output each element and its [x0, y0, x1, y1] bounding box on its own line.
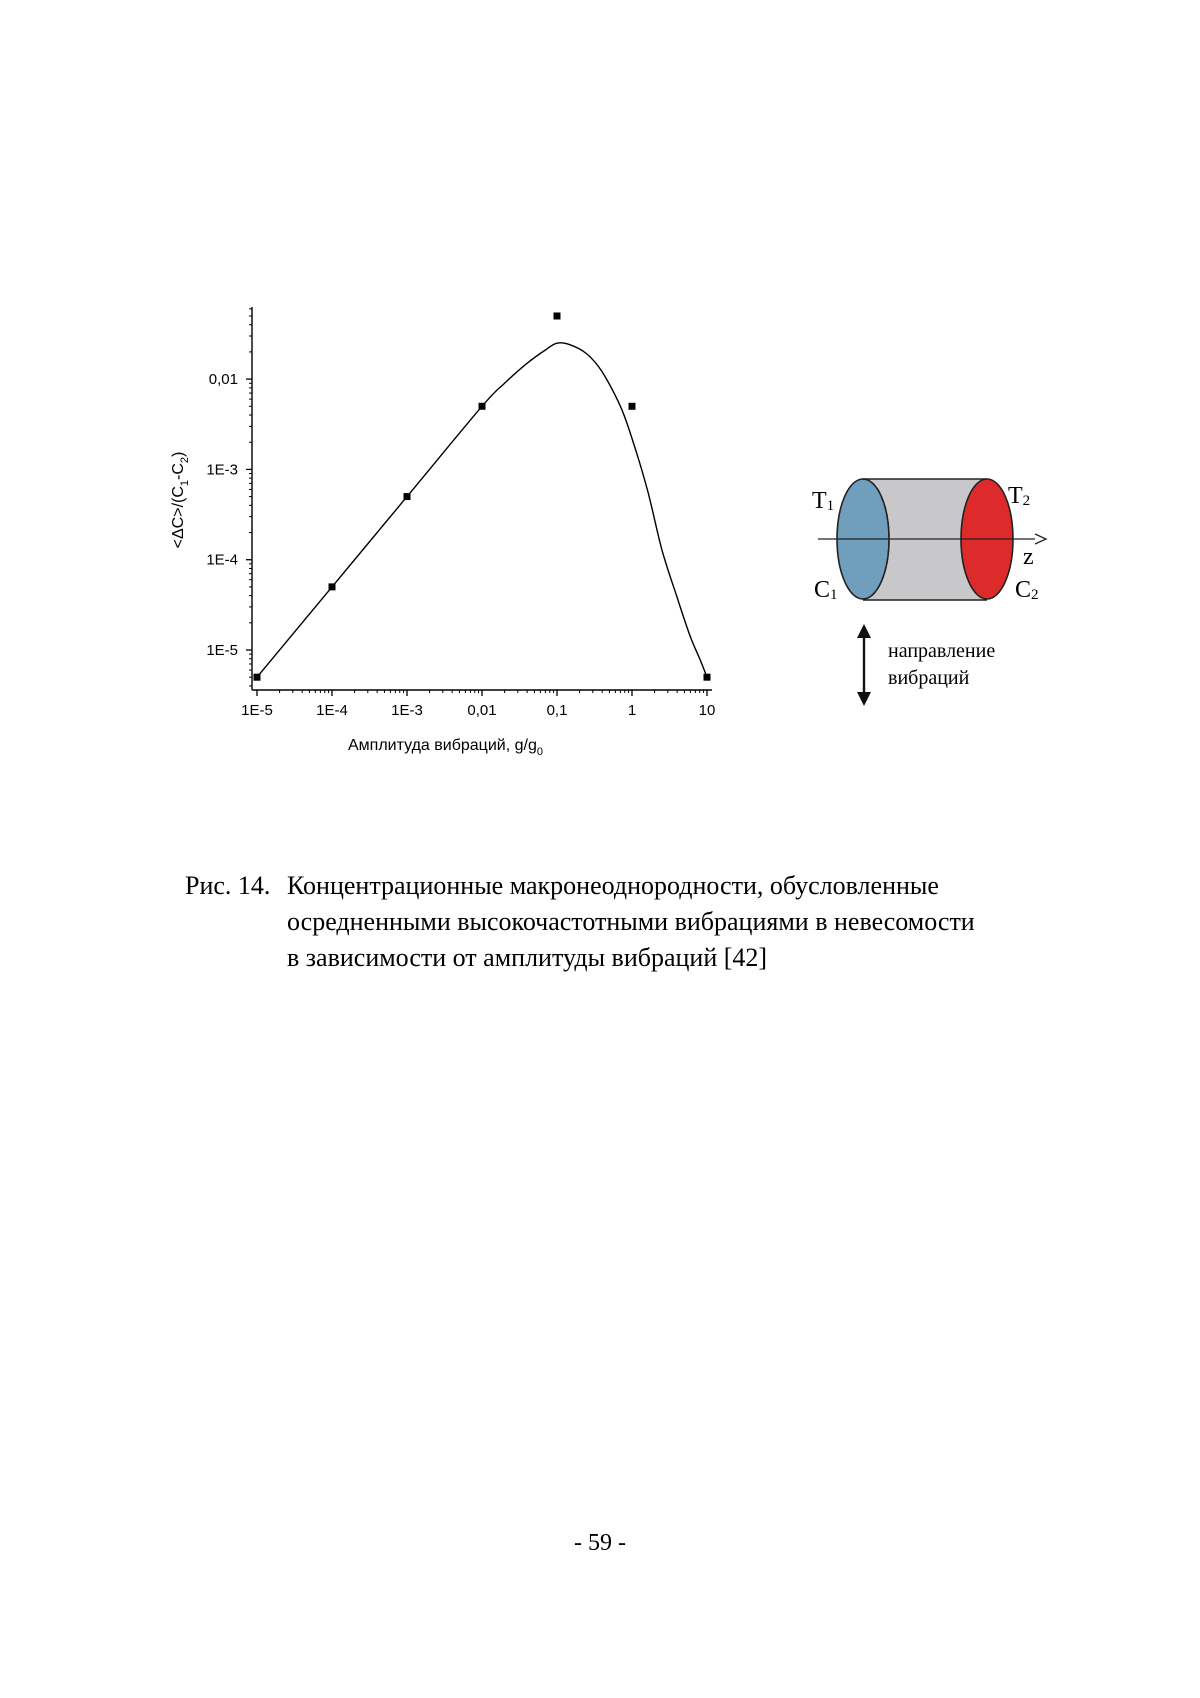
cylinder-diagram	[812, 479, 1046, 706]
t2-label: T2	[1008, 483, 1031, 509]
x-tick-label-1: 1E-4	[316, 702, 348, 719]
data-point-6	[704, 674, 711, 681]
x-tick-label-0: 1E-5	[241, 702, 273, 719]
x-axis-title: Амплитуда вибраций, $g/g_0$	[348, 737, 543, 758]
y-tick-label-2: 1E-3	[206, 461, 238, 479]
z-axis-arrowhead	[1035, 534, 1046, 544]
page-number: - 59 -	[574, 1530, 626, 1556]
c2-label: C2	[1015, 577, 1039, 603]
x-tick-label-5: 1	[627, 702, 637, 719]
x-tick-label-2: 1E-3	[391, 702, 423, 719]
y-ticks	[206, 309, 252, 686]
fit-curve	[257, 343, 707, 677]
caption-line-1: Концентрационные макронеоднородности, обусловленные	[287, 871, 939, 900]
data-point-4	[554, 312, 561, 319]
vibration-arrow-down-head	[857, 692, 871, 706]
caption-line-3: в зависимости от амплитуды вибраций [42]	[287, 943, 768, 972]
vibration-caption-line1: направление	[888, 640, 996, 662]
y-axis-title: $<\Delta C>/(C_1-C_2)$	[170, 451, 191, 549]
data-point-1	[329, 583, 336, 590]
data-points	[254, 312, 711, 680]
x-tick-label-6: 10	[698, 702, 716, 719]
data-point-5	[629, 403, 636, 410]
data-point-0	[254, 674, 261, 681]
data-point-2	[404, 493, 411, 500]
y-tick-label-1: 1E-4	[206, 551, 238, 569]
vibration-caption-line2: вибраций	[888, 667, 970, 689]
caption-line-2: осредненными высокочастотными вибрациями в невесомости	[287, 907, 975, 936]
y-tick-label-0: 1E-5	[206, 642, 238, 659]
t1-label: T1	[812, 488, 835, 514]
c1-label: C1	[814, 577, 838, 603]
figure	[0, 0, 1200, 800]
z-label: z	[1023, 544, 1034, 570]
y-tick-label-3: 0,01	[208, 371, 238, 389]
data-point-3	[479, 403, 486, 410]
figure-number: Рис. 14.	[185, 871, 271, 900]
x-tick-label-3: 0,01	[467, 702, 497, 719]
vibration-arrow-up-head	[857, 624, 871, 638]
x-ticks	[241, 690, 715, 719]
x-tick-label-4: 0,1	[546, 702, 568, 719]
chart	[170, 307, 715, 758]
